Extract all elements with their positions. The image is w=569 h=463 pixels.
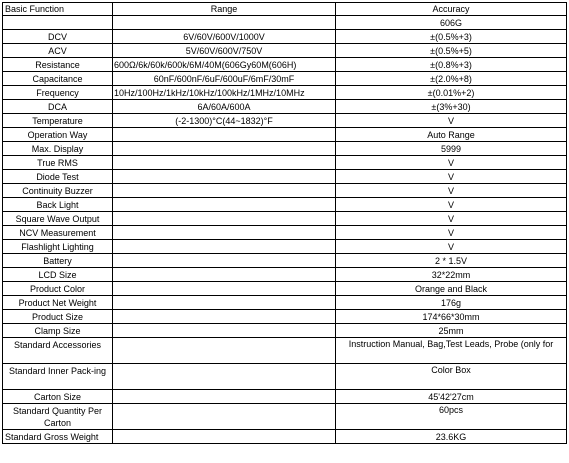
table-row (3, 30, 567, 44)
table-row (3, 170, 567, 184)
table-row (3, 156, 567, 170)
table-row (3, 44, 567, 58)
function-cell: Continuity Buzzer (3, 184, 113, 198)
table-row (3, 58, 567, 72)
accuracy-cell: Orange and Black (336, 282, 567, 296)
function-cell: Operation Way (3, 128, 113, 142)
function-cell: Battery (3, 254, 113, 268)
table-row (3, 324, 567, 338)
accuracy-cell: 176g (336, 296, 567, 310)
range-cell: 6V/60V/600V/1000V (113, 30, 336, 44)
accuracy-cell: ±(0.5%+3) (336, 30, 567, 44)
range-cell (113, 156, 336, 170)
range-cell (113, 198, 336, 212)
accuracy-cell: 23.6KG (336, 430, 567, 444)
function-cell: Standard Gross Weight (3, 430, 113, 444)
range-cell: (-2-1300)°C(44~1832)°F (113, 114, 336, 128)
accuracy-cell: 25mm (336, 324, 567, 338)
table-row (3, 254, 567, 268)
function-cell: Standard Quantity Per Carton (3, 404, 113, 430)
function-cell: Temperature (3, 114, 113, 128)
accuracy-cell: ±(0.5%+5) (336, 44, 567, 58)
table-row (3, 404, 567, 430)
accuracy-cell: V (336, 240, 567, 254)
range-cell (113, 254, 336, 268)
range-cell (113, 430, 336, 444)
table-row (3, 364, 567, 390)
function-cell: Diode Test (3, 170, 113, 184)
accuracy-cell: 45'42'27cm (336, 390, 567, 404)
accuracy-cell: ±(3%+30) (336, 100, 567, 114)
range-cell: 10Hz/100Hz/1kHz/10kHz/100kHz/1MHz/10MHz (113, 86, 336, 100)
function-cell: Product Size (3, 310, 113, 324)
table-row (3, 212, 567, 226)
table-row (3, 184, 567, 198)
header-range: Range (113, 3, 336, 16)
accuracy-cell: 32*22mm (336, 268, 567, 282)
range-cell: 5V/60V/600V/750V (113, 44, 336, 58)
function-cell: NCV Measurement (3, 226, 113, 240)
function-cell: Resistance (3, 58, 113, 72)
range-cell (113, 404, 336, 430)
accuracy-cell: Instruction Manual, Bag,Test Leads, Probe (only for (336, 338, 567, 364)
table-row (3, 72, 567, 86)
table-row (3, 338, 567, 364)
accuracy-cell: V (336, 156, 567, 170)
accuracy-cell: 174*66*30mm (336, 310, 567, 324)
header-accuracy: Accuracy (336, 3, 567, 16)
function-cell: Carton Size (3, 390, 113, 404)
range-cell (113, 240, 336, 254)
range-cell (113, 310, 336, 324)
accuracy-cell: V (336, 170, 567, 184)
range-cell (113, 268, 336, 282)
table-row (3, 142, 567, 156)
function-cell: ACV (3, 44, 113, 58)
table-row (3, 240, 567, 254)
range-cell (113, 324, 336, 338)
range-cell (113, 364, 336, 390)
table-row (3, 268, 567, 282)
function-cell: Product Net Weight (3, 296, 113, 310)
range-cell (113, 226, 336, 240)
table-row (3, 86, 567, 100)
function-cell: True RMS (3, 156, 113, 170)
range-cell: 6A/60A/600A (113, 100, 336, 114)
range-cell (113, 338, 336, 364)
function-cell: Max. Display (3, 142, 113, 156)
function-cell: Product Color (3, 282, 113, 296)
function-cell: Clamp Size (3, 324, 113, 338)
range-cell (113, 184, 336, 198)
table-row (3, 100, 567, 114)
function-cell: Back Light (3, 198, 113, 212)
accuracy-cell: V (336, 226, 567, 240)
accuracy-cell: V (336, 114, 567, 128)
model-value: 606G (336, 16, 567, 30)
function-cell: DCA (3, 100, 113, 114)
accuracy-cell: 2 * 1.5V (336, 254, 567, 268)
spec-table-container (2, 2, 567, 444)
accuracy-cell: V (336, 198, 567, 212)
spec-table (2, 2, 567, 444)
accuracy-cell: V (336, 212, 567, 226)
range-cell (113, 212, 336, 226)
accuracy-cell: ±(0.01%+2) (336, 86, 567, 100)
range-cell (113, 390, 336, 404)
model-range-cell (113, 16, 336, 30)
table-row (3, 430, 567, 444)
accuracy-cell: Color Box (336, 364, 567, 390)
function-cell: Square Wave Output (3, 212, 113, 226)
range-cell (113, 282, 336, 296)
table-row (3, 114, 567, 128)
function-cell: Flashlight Lighting (3, 240, 113, 254)
table-row (3, 310, 567, 324)
model-function-cell (3, 16, 113, 30)
header-function: Basic Function (3, 3, 113, 16)
function-cell: Standard Inner Pack-ing (3, 364, 113, 390)
accuracy-cell: Auto Range (336, 128, 567, 142)
function-cell: Standard Accessories (3, 338, 113, 364)
table-row (3, 282, 567, 296)
model-row (3, 16, 567, 30)
function-cell: DCV (3, 30, 113, 44)
accuracy-cell: V (336, 184, 567, 198)
table-row (3, 226, 567, 240)
table-row (3, 198, 567, 212)
accuracy-cell: 60pcs (336, 404, 567, 430)
accuracy-cell: ±(0.8%+3) (336, 58, 567, 72)
range-cell (113, 128, 336, 142)
accuracy-cell: 5999 (336, 142, 567, 156)
range-cell: 600Ω/6k/60k/600k/6M/40M(606Gy60M(606H) (113, 58, 336, 72)
function-cell: LCD Size (3, 268, 113, 282)
table-row (3, 128, 567, 142)
header-row (3, 3, 567, 16)
range-cell: 60nF/600nF/6uF/600uF/6mF/30mF (113, 72, 336, 86)
range-cell (113, 142, 336, 156)
accuracy-cell: ±(2.0%+8) (336, 72, 567, 86)
table-row (3, 390, 567, 404)
function-cell: Frequency (3, 86, 113, 100)
function-cell: Capacitance (3, 72, 113, 86)
table-row (3, 296, 567, 310)
range-cell (113, 170, 336, 184)
range-cell (113, 296, 336, 310)
